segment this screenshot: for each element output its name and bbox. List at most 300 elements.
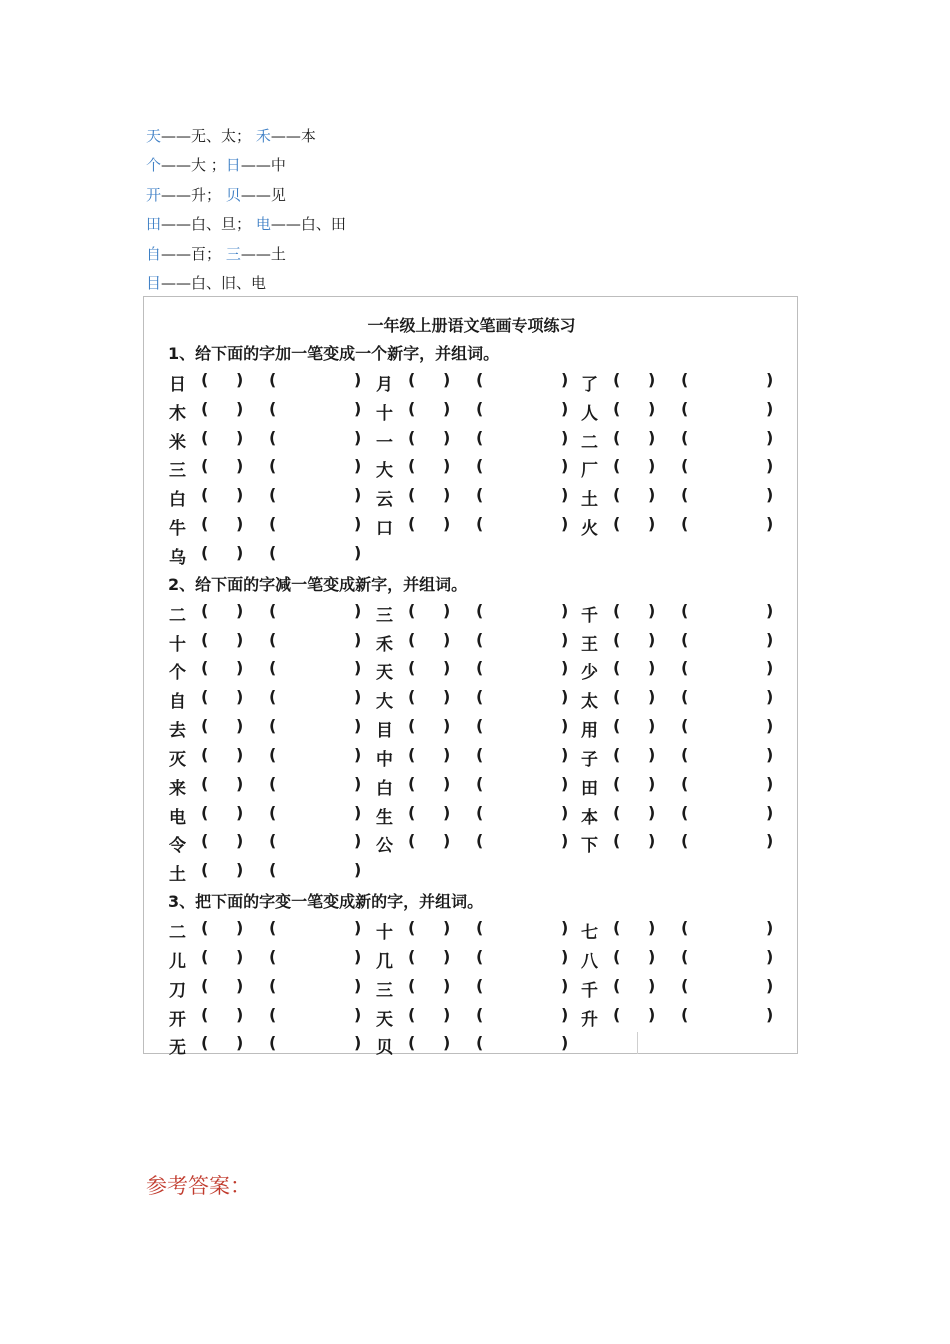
blank-close[interactable]: ) <box>648 456 656 476</box>
blank-open[interactable]: ( <box>681 514 689 534</box>
blank-open[interactable]: ( <box>613 600 621 620</box>
blank-open[interactable]: ( <box>476 1004 484 1024</box>
blank-open[interactable]: ( <box>408 975 416 995</box>
blank-open[interactable]: ( <box>408 658 416 678</box>
blank-close[interactable]: ) <box>766 918 774 937</box>
blank-close[interactable]: ) <box>561 514 569 534</box>
exercise-char: 王 <box>581 634 598 655</box>
blank-open[interactable]: ( <box>201 744 209 764</box>
blank-open[interactable]: ( <box>201 716 209 736</box>
blank-close[interactable]: ) <box>766 744 774 764</box>
blank-close[interactable]: ) <box>648 485 656 505</box>
exercise-row <box>144 1033 799 1061</box>
blank-close[interactable]: ) <box>561 369 569 389</box>
blank-open[interactable]: ( <box>269 946 277 966</box>
blank-close[interactable]: ) <box>648 658 656 678</box>
blank-open[interactable]: ( <box>269 514 277 534</box>
blank-close[interactable]: ) <box>561 600 569 620</box>
blank-close[interactable]: ) <box>236 456 244 476</box>
blank-close[interactable]: ) <box>236 427 244 447</box>
blank-open[interactable]: ( <box>201 1033 209 1053</box>
blank-close[interactable]: ) <box>236 687 244 707</box>
blank-open[interactable]: ( <box>269 802 277 822</box>
blank-close[interactable]: ) <box>236 1033 244 1053</box>
blank-close[interactable]: ) <box>354 975 362 995</box>
blank-close[interactable]: ) <box>236 975 244 995</box>
blank-close[interactable]: ) <box>561 802 569 822</box>
blank-open[interactable]: ( <box>269 716 277 736</box>
blank-open[interactable]: ( <box>201 975 209 995</box>
blank-open[interactable]: ( <box>613 456 621 476</box>
blank-open[interactable]: ( <box>201 831 209 851</box>
blank-open[interactable]: ( <box>476 1033 484 1053</box>
blank-close[interactable]: ) <box>766 773 774 793</box>
blank-open[interactable]: ( <box>476 456 484 476</box>
blank-open[interactable]: ( <box>476 485 484 505</box>
blank-close[interactable]: ) <box>766 1004 774 1024</box>
blank-close[interactable]: ) <box>561 398 569 418</box>
blank-close[interactable]: ) <box>766 600 774 620</box>
blank-close[interactable]: ) <box>443 687 451 707</box>
blank-close[interactable]: ) <box>354 687 362 707</box>
blank-open[interactable]: ( <box>201 687 209 707</box>
answer-char: 电 <box>255 215 271 234</box>
blank-open[interactable]: ( <box>269 1033 277 1053</box>
exercise-char: 了 <box>581 374 598 395</box>
blank-close[interactable]: ) <box>354 629 362 649</box>
exercise-char: 三 <box>376 980 393 1001</box>
blank-close[interactable]: ) <box>648 975 656 995</box>
blank-close[interactable]: ) <box>443 485 451 505</box>
blank-open[interactable]: ( <box>408 802 416 822</box>
blank-close[interactable]: ) <box>354 658 362 678</box>
exercise-char: 下 <box>581 836 598 857</box>
blank-open[interactable]: ( <box>476 629 484 649</box>
blank-open[interactable]: ( <box>681 918 689 937</box>
blank-close[interactable]: ) <box>561 1033 569 1053</box>
blank-open[interactable]: ( <box>476 658 484 678</box>
blank-close[interactable]: ) <box>236 1004 244 1024</box>
exercise-char: 月 <box>376 374 393 395</box>
blank-close[interactable]: ) <box>443 716 451 736</box>
blank-open[interactable]: ( <box>613 1004 621 1024</box>
blank-close[interactable]: ) <box>766 802 774 822</box>
blank-close[interactable]: ) <box>354 918 362 937</box>
blank-open[interactable]: ( <box>613 369 621 389</box>
exercise-row <box>144 543 799 571</box>
exercise-char: 二 <box>581 432 598 453</box>
blank-open[interactable]: ( <box>613 975 621 995</box>
answer-list <box>146 122 346 298</box>
blank-close[interactable]: ) <box>766 658 774 678</box>
blank-open[interactable]: ( <box>408 831 416 851</box>
blank-open[interactable]: ( <box>613 802 621 822</box>
blank-close[interactable]: ) <box>766 398 774 418</box>
blank-close[interactable]: ) <box>236 629 244 649</box>
exercise-char: 千 <box>581 980 598 1001</box>
blank-close[interactable]: ) <box>648 369 656 389</box>
blank-close[interactable]: ) <box>561 975 569 995</box>
blank-open[interactable]: ( <box>408 485 416 505</box>
blank-close[interactable]: ) <box>354 860 362 880</box>
blank-open[interactable]: ( <box>269 456 277 476</box>
blank-open[interactable]: ( <box>201 860 209 880</box>
blank-close[interactable]: ) <box>443 514 451 534</box>
blank-close[interactable]: ) <box>354 831 362 851</box>
blank-close[interactable]: ) <box>443 773 451 793</box>
blank-close[interactable]: ) <box>648 398 656 418</box>
exercise-char: 天 <box>376 663 393 684</box>
blank-close[interactable]: ) <box>766 456 774 476</box>
exercise-char: 土 <box>169 865 186 886</box>
blank-close[interactable]: ) <box>354 398 362 418</box>
blank-open[interactable]: ( <box>269 369 277 389</box>
blank-open[interactable]: ( <box>269 773 277 793</box>
blank-close[interactable]: ) <box>561 716 569 736</box>
exercise-char: 土 <box>581 490 598 511</box>
exercise-char: 来 <box>169 778 186 799</box>
blank-open[interactable]: ( <box>408 427 416 447</box>
blank-close[interactable]: ) <box>236 658 244 678</box>
blank-close[interactable]: ) <box>648 946 656 966</box>
blank-open[interactable]: ( <box>201 629 209 649</box>
blank-open[interactable]: ( <box>201 600 209 620</box>
blank-close[interactable]: ) <box>443 600 451 620</box>
blank-close[interactable]: ) <box>236 398 244 418</box>
blank-close[interactable]: ) <box>236 369 244 389</box>
blank-open[interactable]: ( <box>269 1004 277 1024</box>
blank-open[interactable]: ( <box>476 946 484 966</box>
blank-close[interactable]: ) <box>648 427 656 447</box>
blank-open[interactable]: ( <box>408 744 416 764</box>
blank-open[interactable]: ( <box>408 1033 416 1053</box>
blank-close[interactable]: ) <box>443 1004 451 1024</box>
blank-close[interactable]: ) <box>766 716 774 736</box>
exercise-char: 牛 <box>169 519 186 540</box>
blank-open[interactable]: ( <box>269 831 277 851</box>
blank-close[interactable]: ) <box>561 658 569 678</box>
blank-open[interactable]: ( <box>476 687 484 707</box>
blank-open[interactable]: ( <box>681 687 689 707</box>
blank-close[interactable]: ) <box>443 369 451 389</box>
blank-close[interactable]: ) <box>443 456 451 476</box>
blank-close[interactable]: ) <box>648 629 656 649</box>
blank-open[interactable]: ( <box>476 514 484 534</box>
blank-open[interactable]: ( <box>408 716 416 736</box>
blank-open[interactable]: ( <box>408 398 416 418</box>
exercise-char: 令 <box>169 836 186 857</box>
blank-close[interactable]: ) <box>648 802 656 822</box>
blank-close[interactable]: ) <box>766 975 774 995</box>
exercise-char: 太 <box>581 692 598 713</box>
exercise-char: 儿 <box>169 951 186 972</box>
blank-close[interactable]: ) <box>354 427 362 447</box>
answer-text: ——升； <box>161 185 222 204</box>
answer-text: ——中 <box>240 156 286 175</box>
blank-close[interactable]: ) <box>648 1004 656 1024</box>
blank-open[interactable]: ( <box>613 831 621 851</box>
exercise-char: 十 <box>169 634 186 655</box>
blank-open[interactable]: ( <box>408 514 416 534</box>
blank-open[interactable]: ( <box>613 514 621 534</box>
blank-open[interactable]: ( <box>408 600 416 620</box>
blank-open[interactable]: ( <box>681 831 689 851</box>
section-heading: 2、给下面的字减一笔变成新字，并组词。 <box>168 574 468 594</box>
section-heading: 3、把下面的字变一笔变成新的字，并组词。 <box>168 892 484 912</box>
blank-close[interactable]: ) <box>354 744 362 764</box>
blank-close[interactable]: ) <box>354 456 362 476</box>
blank-open[interactable]: ( <box>201 456 209 476</box>
blank-close[interactable]: ) <box>561 831 569 851</box>
blank-close[interactable]: ) <box>766 514 774 534</box>
blank-open[interactable]: ( <box>613 946 621 966</box>
blank-open[interactable]: ( <box>269 658 277 678</box>
blank-close[interactable]: ) <box>561 918 569 937</box>
blank-close[interactable]: ) <box>443 398 451 418</box>
exercise-char: 白 <box>169 490 186 511</box>
exercise-char: 千 <box>581 605 598 626</box>
blank-open[interactable]: ( <box>613 658 621 678</box>
blank-open[interactable]: ( <box>681 600 689 620</box>
exercise-char: 一 <box>376 432 393 453</box>
blank-open[interactable]: ( <box>201 485 209 505</box>
blank-open[interactable]: ( <box>476 744 484 764</box>
blank-open[interactable]: ( <box>681 398 689 418</box>
blank-open[interactable]: ( <box>476 773 484 793</box>
blank-open[interactable]: ( <box>269 860 277 880</box>
exercise-row <box>144 918 799 946</box>
blank-open[interactable]: ( <box>269 918 277 937</box>
blank-open[interactable]: ( <box>681 427 689 447</box>
exercise-row <box>144 745 799 773</box>
blank-open[interactable]: ( <box>201 369 209 389</box>
worksheet-image <box>143 296 798 1059</box>
blank-close[interactable]: ) <box>354 542 362 562</box>
blank-open[interactable]: ( <box>408 629 416 649</box>
answer-text: ——大 ； <box>161 156 226 175</box>
exercise-char: 大 <box>376 461 393 482</box>
answer-char: 个 <box>146 156 162 175</box>
blank-close[interactable]: ) <box>236 946 244 966</box>
blank-close[interactable]: ) <box>561 744 569 764</box>
exercise-row <box>144 803 799 831</box>
blank-close[interactable]: ) <box>236 542 244 562</box>
blank-open[interactable]: ( <box>681 716 689 736</box>
blank-close[interactable]: ) <box>766 629 774 649</box>
blank-close[interactable]: ) <box>648 687 656 707</box>
blank-open[interactable]: ( <box>476 369 484 389</box>
blank-close[interactable]: ) <box>354 1033 362 1053</box>
blank-close[interactable]: ) <box>354 600 362 620</box>
blank-open[interactable]: ( <box>269 975 277 995</box>
blank-close[interactable]: ) <box>561 1004 569 1024</box>
blank-close[interactable]: ) <box>443 629 451 649</box>
blank-close[interactable]: ) <box>561 773 569 793</box>
exercise-row <box>144 976 799 1004</box>
blank-close[interactable]: ) <box>766 831 774 851</box>
blank-open[interactable]: ( <box>613 744 621 764</box>
exercise-char: 人 <box>581 403 598 424</box>
exercise-row <box>144 687 799 715</box>
blank-close[interactable]: ) <box>561 629 569 649</box>
blank-close[interactable]: ) <box>236 744 244 764</box>
blank-open[interactable]: ( <box>681 975 689 995</box>
exercise-char: 二 <box>169 605 186 626</box>
blank-open[interactable]: ( <box>269 427 277 447</box>
blank-open[interactable]: ( <box>613 427 621 447</box>
blank-close[interactable]: ) <box>354 369 362 389</box>
exercise-char: 子 <box>581 749 598 770</box>
exercise-char: 开 <box>169 1009 186 1030</box>
blank-open[interactable]: ( <box>201 542 209 562</box>
blank-close[interactable]: ) <box>648 918 656 937</box>
blank-close[interactable]: ) <box>236 802 244 822</box>
blank-close[interactable]: ) <box>561 427 569 447</box>
blank-open[interactable]: ( <box>613 398 621 418</box>
answer-line <box>146 269 346 298</box>
blank-close[interactable]: ) <box>236 918 244 937</box>
blank-close[interactable]: ) <box>236 773 244 793</box>
blank-open[interactable]: ( <box>681 485 689 505</box>
blank-close[interactable]: ) <box>766 946 774 966</box>
blank-open[interactable]: ( <box>681 802 689 822</box>
blank-close[interactable]: ) <box>648 744 656 764</box>
blank-open[interactable]: ( <box>476 975 484 995</box>
blank-close[interactable]: ) <box>561 485 569 505</box>
blank-open[interactable]: ( <box>613 773 621 793</box>
blank-open[interactable]: ( <box>613 716 621 736</box>
blank-close[interactable]: ) <box>443 658 451 678</box>
blank-open[interactable]: ( <box>476 802 484 822</box>
blank-open[interactable]: ( <box>269 398 277 418</box>
blank-open[interactable]: ( <box>269 744 277 764</box>
blank-open[interactable]: ( <box>408 946 416 966</box>
blank-close[interactable]: ) <box>443 744 451 764</box>
blank-open[interactable]: ( <box>476 918 484 937</box>
blank-close[interactable]: ) <box>648 831 656 851</box>
blank-close[interactable]: ) <box>354 946 362 966</box>
blank-close[interactable]: ) <box>236 716 244 736</box>
blank-open[interactable]: ( <box>269 629 277 649</box>
exercise-char: 三 <box>169 461 186 482</box>
blank-close[interactable]: ) <box>354 485 362 505</box>
blank-close[interactable]: ) <box>648 716 656 736</box>
blank-open[interactable]: ( <box>476 600 484 620</box>
blank-open[interactable]: ( <box>681 629 689 649</box>
answer-char: 田 <box>146 215 162 234</box>
blank-close[interactable]: ) <box>354 773 362 793</box>
blank-close[interactable]: ) <box>766 427 774 447</box>
blank-open[interactable]: ( <box>408 687 416 707</box>
blank-open[interactable]: ( <box>681 369 689 389</box>
blank-open[interactable]: ( <box>613 485 621 505</box>
blank-close[interactable]: ) <box>354 802 362 822</box>
blank-close[interactable]: ) <box>766 369 774 389</box>
blank-close[interactable]: ) <box>236 860 244 880</box>
blank-close[interactable]: ) <box>561 687 569 707</box>
blank-open[interactable]: ( <box>201 802 209 822</box>
blank-open[interactable]: ( <box>681 744 689 764</box>
blank-open[interactable]: ( <box>269 600 277 620</box>
blank-open[interactable]: ( <box>613 629 621 649</box>
blank-close[interactable]: ) <box>443 1033 451 1053</box>
blank-close[interactable]: ) <box>561 456 569 476</box>
blank-close[interactable]: ) <box>766 485 774 505</box>
blank-close[interactable]: ) <box>443 918 451 937</box>
blank-open[interactable]: ( <box>408 369 416 389</box>
blank-close[interactable]: ) <box>236 485 244 505</box>
blank-open[interactable]: ( <box>201 773 209 793</box>
answer-text: ——无、太； <box>161 127 252 145</box>
blank-open[interactable]: ( <box>201 918 209 937</box>
blank-close[interactable]: ) <box>354 514 362 534</box>
exercise-char: 厂 <box>581 461 598 482</box>
blank-close[interactable]: ) <box>443 427 451 447</box>
blank-close[interactable]: ) <box>648 514 656 534</box>
exercise-row <box>144 428 799 456</box>
blank-close[interactable]: ) <box>443 831 451 851</box>
blank-open[interactable]: ( <box>408 918 416 937</box>
exercise-row <box>144 601 799 629</box>
blank-close[interactable]: ) <box>443 802 451 822</box>
blank-open[interactable]: ( <box>408 1004 416 1024</box>
blank-open[interactable]: ( <box>269 687 277 707</box>
blank-close[interactable]: ) <box>354 716 362 736</box>
blank-close[interactable]: ) <box>236 831 244 851</box>
blank-close[interactable]: ) <box>443 975 451 995</box>
answer-text: ——百； <box>161 244 222 263</box>
blank-open[interactable]: ( <box>681 946 689 966</box>
blank-open[interactable]: ( <box>269 485 277 505</box>
blank-open[interactable]: ( <box>681 1004 689 1024</box>
blank-open[interactable]: ( <box>201 658 209 678</box>
blank-open[interactable]: ( <box>476 398 484 418</box>
blank-close[interactable]: ) <box>236 514 244 534</box>
blank-close[interactable]: ) <box>236 600 244 620</box>
blank-close[interactable]: ) <box>443 946 451 966</box>
answer-line <box>146 240 346 269</box>
answer-text: ——本 <box>270 127 316 145</box>
blank-open[interactable]: ( <box>681 456 689 476</box>
blank-open[interactable]: ( <box>201 427 209 447</box>
blank-open[interactable]: ( <box>613 687 621 707</box>
exercise-row <box>144 774 799 802</box>
blank-close[interactable]: ) <box>561 946 569 966</box>
blank-open[interactable]: ( <box>476 427 484 447</box>
blank-open[interactable]: ( <box>269 542 277 562</box>
exercise-char: 生 <box>376 807 393 828</box>
blank-close[interactable]: ) <box>766 687 774 707</box>
blank-open[interactable]: ( <box>681 773 689 793</box>
blank-open[interactable]: ( <box>408 773 416 793</box>
blank-open[interactable]: ( <box>476 831 484 851</box>
exercise-char: 去 <box>169 721 186 742</box>
blank-open[interactable]: ( <box>201 514 209 534</box>
answer-text: ——白、旧、电 <box>161 273 267 292</box>
blank-open[interactable]: ( <box>613 918 621 937</box>
blank-close[interactable]: ) <box>648 773 656 793</box>
blank-open[interactable]: ( <box>681 658 689 678</box>
blank-open[interactable]: ( <box>201 946 209 966</box>
blank-close[interactable]: ) <box>354 1004 362 1024</box>
answer-char: 禾 <box>255 127 271 145</box>
blank-open[interactable]: ( <box>408 456 416 476</box>
blank-open[interactable]: ( <box>201 398 209 418</box>
exercise-row <box>144 860 799 888</box>
blank-close[interactable]: ) <box>648 600 656 620</box>
blank-open[interactable]: ( <box>201 1004 209 1024</box>
blank-open[interactable]: ( <box>476 716 484 736</box>
